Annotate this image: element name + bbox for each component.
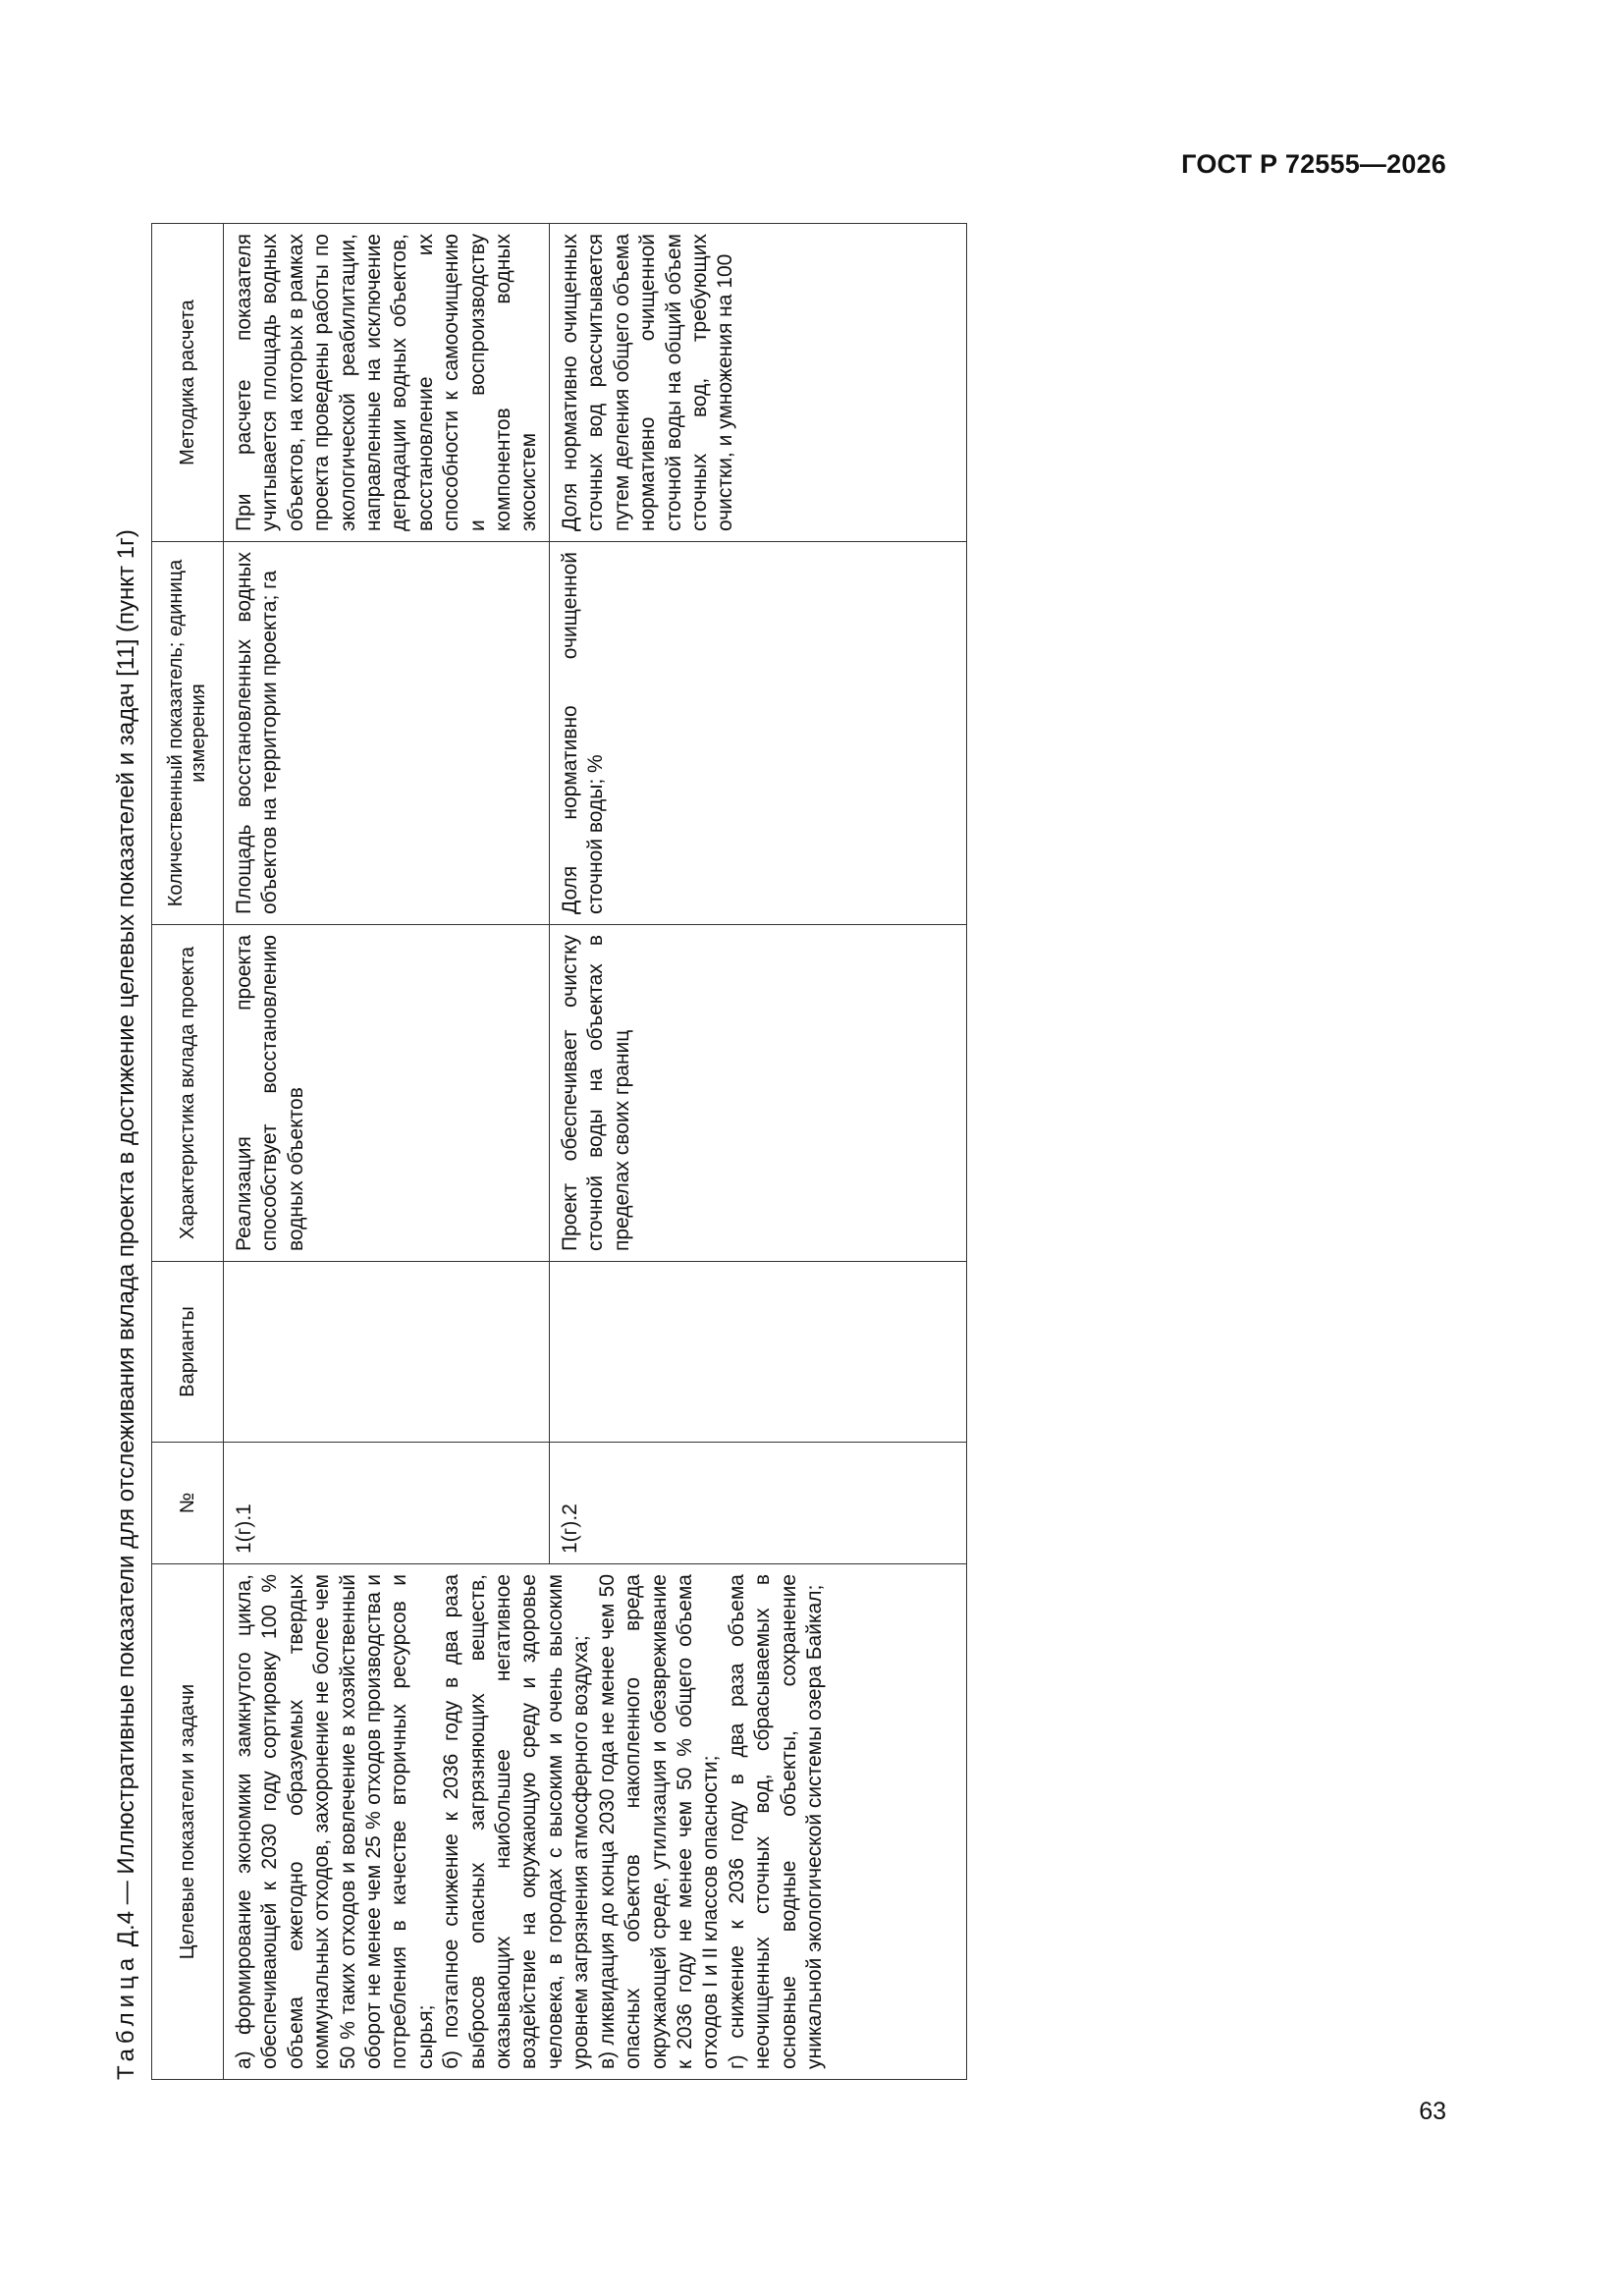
header-goals: Целевые показатели и задачи [152,1564,224,2080]
caption-prefix: Таблица [113,1952,139,2080]
header-contribution: Характеристика вклада проекта [152,925,224,1262]
header-indicator: Количественный показатель; единица измерения [152,542,224,925]
row-method: Доля нормативно очищенных сточных вод рассчитывается путем деления общего объема нормативно очищенной сточной воды на общий объем сточных вод, требующих очистки, и умножения на 100 [549,224,966,542]
header-number: № [152,1443,224,1564]
row-number: 1(г).1 [224,1443,550,1564]
goals-cell [224,1564,967,2080]
indicators-table [151,223,967,2080]
row-variants [549,1262,966,1443]
goal-item: г) снижение к 2036 году в два раза объема неочищенных сточных вод, сбрасываемых в основные водные объекты, сохранение уникальной экологической системы озера Байкал; [725,1574,826,2069]
table-row [224,224,550,2080]
row-variants [224,1262,550,1443]
row-contribution: Проект обеспечивает очистку сточной воды на объектах в пределах своих границ [549,925,966,1262]
row-number: 1(г).2 [549,1443,966,1564]
row-indicator: Площадь восстановленных водных объектов на территории проекта; га [224,542,550,925]
goal-item: в) ликвидация до конца 2030 года не менее чем 50 опасных объектов накопленного вреда окружающей среде, утилизация и обезвреживание к 2036 году не менее чем 50 % общего объема отходов I и II классов опасности; [595,1574,723,2069]
row-contribution: Реализация проекта способствует восстановлению водных объектов [224,925,550,1262]
row-indicator: Доля нормативно очищенной сточной воды; % [549,542,966,925]
table-header-row [152,224,224,2080]
goal-item: а) формирование экономики замкнутого цикла, обеспечивающей к 2030 году сортировку 100 % объема ежегодно образуемых твердых коммунальных отходов, захоронение не более чем 50 % таких отходов и вовлечение в хозяйственный оборот не менее чем 25 % отходов производства и потребления в качестве вторичных ресурсов и сырья; [233,1574,437,2069]
goal-item: б) поэтапное снижение к 2036 году в два раза выбросов опасных загрязняющих веществ, оказывающих наибольшее негативное воздействие на окружающую среду и здоровье человека, в городах с высоким и очень высоким уровнем загрязнения атмосферного воздуха; [440,1574,593,2069]
table-caption [104,224,149,2080]
header-method: Методика расчета [152,224,224,542]
caption-text: Д.4 — Иллюстративные показатели для отслеживания вклада проекта в достижение целевых показателей и задач [11] (пункт 1г) [113,529,139,1953]
standard-code: ГОСТ Р 72555—2026 [1181,149,1446,179]
page-number: 63 [1419,2098,1446,2125]
header-variants: Варианты [152,1262,224,1443]
rotated-table-area [104,224,1410,2080]
row-method: При расчете показателя учитывается площадь водных объектов, на которых в рамках проекта проведены работы по экологической реабилитации, направленные на исключение деградации водных объектов, восстановление их способности к самоочищению и воспроизводству компонентов водных экосистем [224,224,550,542]
